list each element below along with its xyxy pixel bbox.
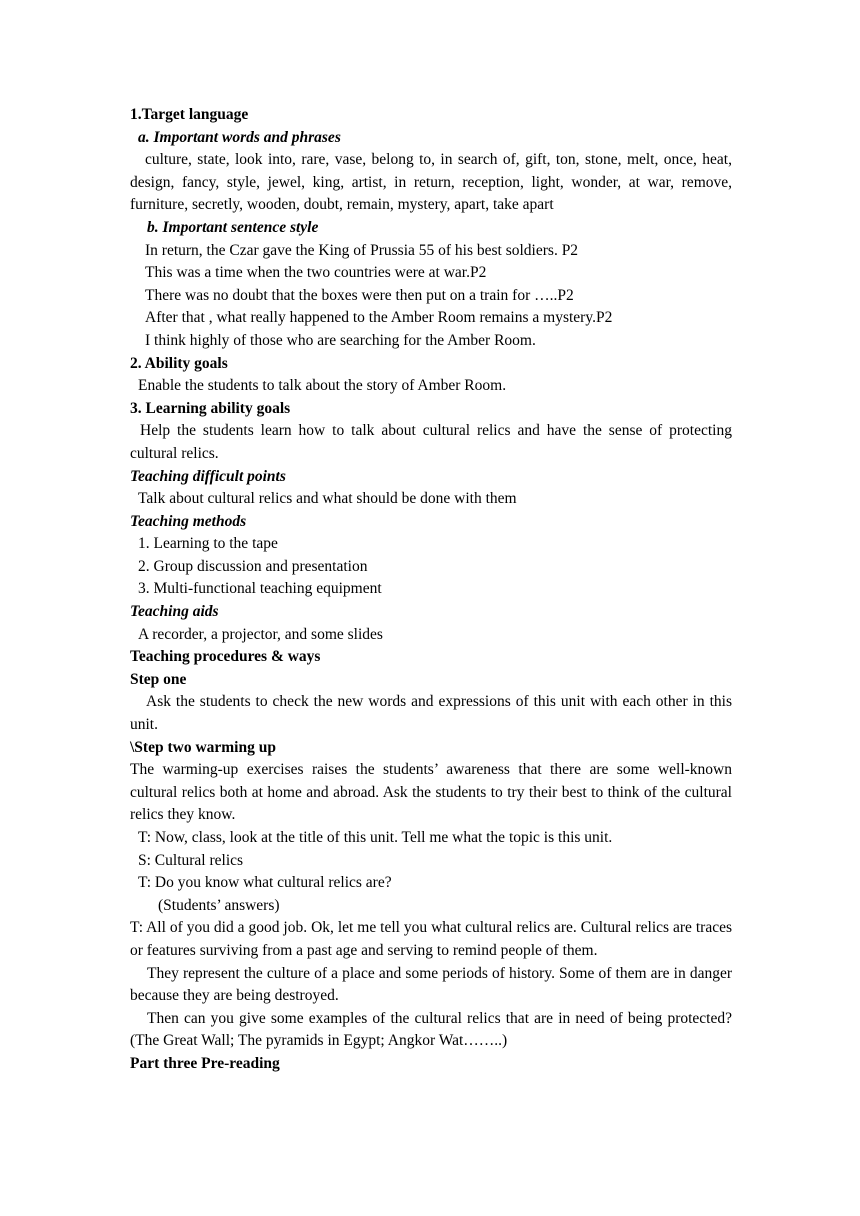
dialogue-line-1: T: Now, class, look at the title of this unit. Tell me what the topic is this unit. [138, 829, 613, 846]
heading-teaching-aids: Teaching aids [130, 603, 219, 621]
method-item-3: 3. Multi-functional teaching equipment [138, 580, 382, 598]
heading-teaching-procedures: Teaching procedures & ways [130, 648, 321, 666]
learning-ability-goals-text: Help the students learn how to talk about cultural relics and have the sense of protecting cultural relics. [130, 422, 732, 462]
teaching-aids-text: A recorder, a projector, and some slides [138, 625, 383, 643]
document-page [130, 104, 732, 1076]
section-title-target-language: 1.Target language [130, 106, 249, 123]
section-title-ability-goals: 2. Ability goals [130, 354, 228, 372]
step-one-text: Ask the students to check the new words and expressions of this unit with each other in this unit. [130, 693, 732, 734]
dialogue-line-3: T: Do you know what cultural relics are? [138, 874, 392, 892]
words-phrases-list: culture, state, look into, rare, vase, belong to, in search of, gift, ton, stone, melt, once, heat, design, fancy, style, jewel, king, artist, in return, reception, light, wonder, at war, remove, furniture, secretly, wooden, doubt, remain, mystery, apart, take apart [130, 151, 732, 214]
dialogue-line-2: S: Cultural relics [138, 851, 244, 869]
step-two-text: The warming-up exercises raises the students’ awareness that there are some well-known cultural relics both at home and abroad. Ask the students to try their best to think of the cultural relics they know. [130, 761, 732, 824]
heading-teaching-methods: Teaching methods [130, 512, 247, 530]
represent-paragraph: They represent the culture of a place and some periods of history. Some of them are in danger because they are being destroyed. [130, 964, 732, 1005]
sentence-3: There was no doubt that the boxes were then put on a train for …..P2 [145, 286, 574, 304]
sentence-4: After that , what really happened to the Amber Room remains a mystery.P2 [145, 309, 613, 327]
method-item-2: 2. Group discussion and presentation [138, 557, 368, 575]
examples-paragraph: Then can you give some examples of the cultural relics that are in need of being protected? (The Great Wall; The pyramids in Egypt; Angkor Wat……..) [130, 1009, 732, 1050]
ability-goals-text: Enable the students to talk about the story of Amber Room. [138, 377, 507, 395]
sentence-2: This was a time when the two countries were at war.P2 [145, 264, 487, 282]
subheading-sentence-style: b. Important sentence style [147, 218, 319, 236]
section-title-learning-ability-goals: 3. Learning ability goals [130, 399, 291, 417]
subheading-words-phrases: a. Important words and phrases [138, 128, 341, 146]
heading-part-three: Part three Pre-reading [130, 1054, 280, 1072]
heading-step-two: \Step two warming up [130, 738, 276, 756]
heading-difficult-points: Teaching difficult points [130, 467, 286, 485]
students-answers: (Students’ answers) [158, 896, 280, 914]
sentence-1: In return, the Czar gave the King of Prussia 55 of his best soldiers. P2 [145, 241, 579, 259]
difficult-points-text: Talk about cultural relics and what should be done with them [138, 490, 517, 508]
method-item-1: 1. Learning to the tape [138, 535, 278, 553]
heading-step-one: Step one [130, 670, 187, 688]
sentence-5: I think highly of those who are searching for the Amber Room. [145, 331, 536, 349]
cultural-relics-explanation: T: All of you did a good job. Ok, let me tell you what cultural relics are. Cultural relics are traces or features surviving from a past age and serving to remind people of them. [130, 919, 732, 959]
